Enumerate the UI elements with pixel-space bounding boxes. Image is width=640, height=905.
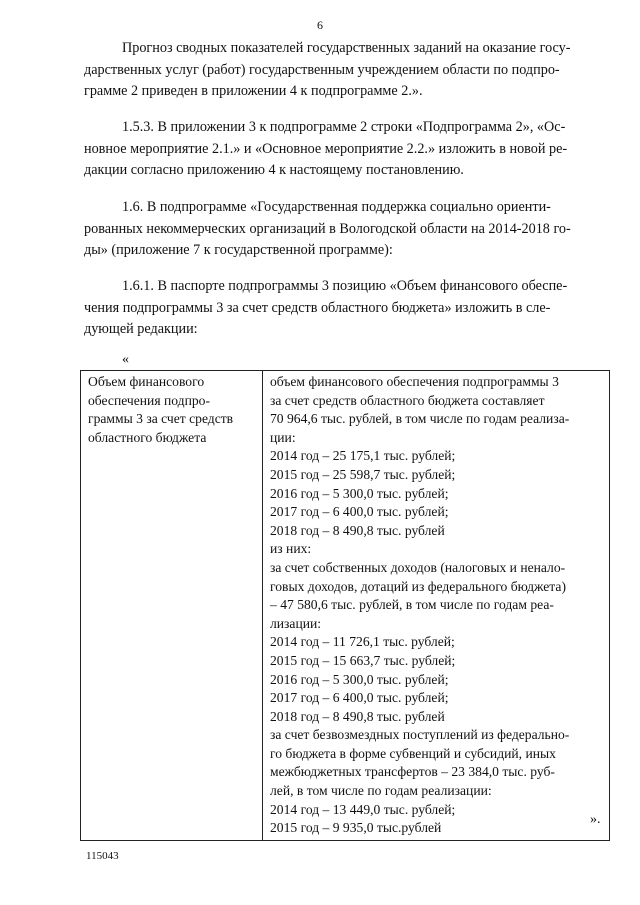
value-line: за счет собственных доходов (налоговых и ненало- xyxy=(270,559,566,575)
text-line: 1.6. В подпрограмме «Государственная поддержка социально ориенти- xyxy=(122,199,551,215)
value-line: 2018 год – 8 490,8 тыс. рублей xyxy=(270,522,445,538)
value-line: лизации: xyxy=(270,615,322,631)
value-line: 2015 год – 15 663,7 тыс. рублей; xyxy=(270,652,456,668)
value-line: лей, в том числе по годам реализации: xyxy=(270,783,492,799)
value-line: 70 964,6 тыс. рублей, в том числе по годам реализа- xyxy=(270,411,570,427)
document-code: 115043 xyxy=(86,850,119,862)
value-line: 2018 год – 8 490,8 тыс. рублей xyxy=(270,708,445,724)
value-line: 2015 год – 9 935,0 тыс.рублей xyxy=(270,820,442,836)
value-line: 2016 год – 5 300,0 тыс. рублей; xyxy=(270,671,449,687)
table-label-cell xyxy=(81,371,263,841)
value-line: – 47 580,6 тыс. рублей, в том числе по годам реа- xyxy=(270,597,554,613)
paragraph-1-6 xyxy=(84,197,604,262)
value-line: 2016 год – 5 300,0 тыс. рублей; xyxy=(270,485,449,501)
value-line: го бюджета в форме субвенций и субсидий, иных xyxy=(270,745,556,761)
value-line: 2015 год – 25 598,7 тыс. рублей; xyxy=(270,466,456,482)
value-line: 2017 год – 6 400,0 тыс. рублей; xyxy=(270,690,449,706)
value-line: 2017 год – 6 400,0 тыс. рублей; xyxy=(270,504,449,520)
value-line: говых доходов, дотаций из федерального бюджета) xyxy=(270,578,566,594)
text-line: дующей редакции: xyxy=(84,321,198,337)
text-line: чения подпрограммы 3 за счет средств областного бюджета» изложить в сле- xyxy=(84,299,551,316)
value-line: за счет средств областного бюджета составляет xyxy=(270,392,545,408)
text-line: рованных некоммерческих организаций в Вологодской области на 2014-2018 го- xyxy=(84,220,571,237)
paragraph-1-5-3 xyxy=(84,117,604,182)
value-line: межбюджетных трансфертов – 23 384,0 тыс. руб- xyxy=(270,764,555,780)
text-line: Прогноз сводных показателей государственных заданий на оказание госу- xyxy=(122,40,571,56)
label-line: граммы 3 за счет средств xyxy=(88,411,234,427)
text-line: дакции согласно приложению 4 к настоящему постановлению. xyxy=(84,162,464,178)
value-line: за счет безвозмездных поступлений из федерально- xyxy=(270,727,570,743)
label-line: Объем финансового xyxy=(88,374,205,389)
financing-table xyxy=(80,370,610,841)
value-line: 2014 год – 11 726,1 тыс. рублей; xyxy=(270,634,455,650)
text-line: 1.5.3. В приложении 3 к подпрограмме 2 строки «Подпрограмма 2», «Ос- xyxy=(122,119,566,135)
text-line: 1.6.1. В паспорте подпрограммы 3 позицию «Объем финансового обеспе- xyxy=(122,278,568,294)
label-line: обеспечения подпро- xyxy=(88,392,210,408)
table-row xyxy=(81,371,610,841)
value-line: 2014 год – 25 175,1 тыс. рублей; xyxy=(270,448,456,464)
value-line: из них: xyxy=(270,541,312,557)
text-line: ды» (приложение 7 к государственной программе): xyxy=(84,242,393,258)
value-line: 2014 год – 13 449,0 тыс. рублей; xyxy=(270,801,456,817)
text-line: дарственных услуг (работ) государственным учреждением области по подпро- xyxy=(84,61,560,78)
page-number: 6 xyxy=(317,18,323,32)
text-line: грамме 2 приведен в приложении 4 к подпрограмме 2.». xyxy=(84,83,423,99)
table-value-cell xyxy=(263,371,610,841)
value-line: объем финансового обеспечения подпрограммы 3 xyxy=(270,374,559,389)
label-line: областного бюджета xyxy=(88,429,207,445)
opening-quote: « xyxy=(122,352,129,367)
paragraph-1-6-1 xyxy=(84,276,604,341)
paragraph-forecast xyxy=(84,38,604,103)
closing-quote: ». xyxy=(590,812,601,827)
value-line: ции: xyxy=(270,429,296,445)
text-line: новное мероприятие 2.1.» и «Основное мероприятие 2.2.» изложить в новой ре- xyxy=(84,140,568,157)
